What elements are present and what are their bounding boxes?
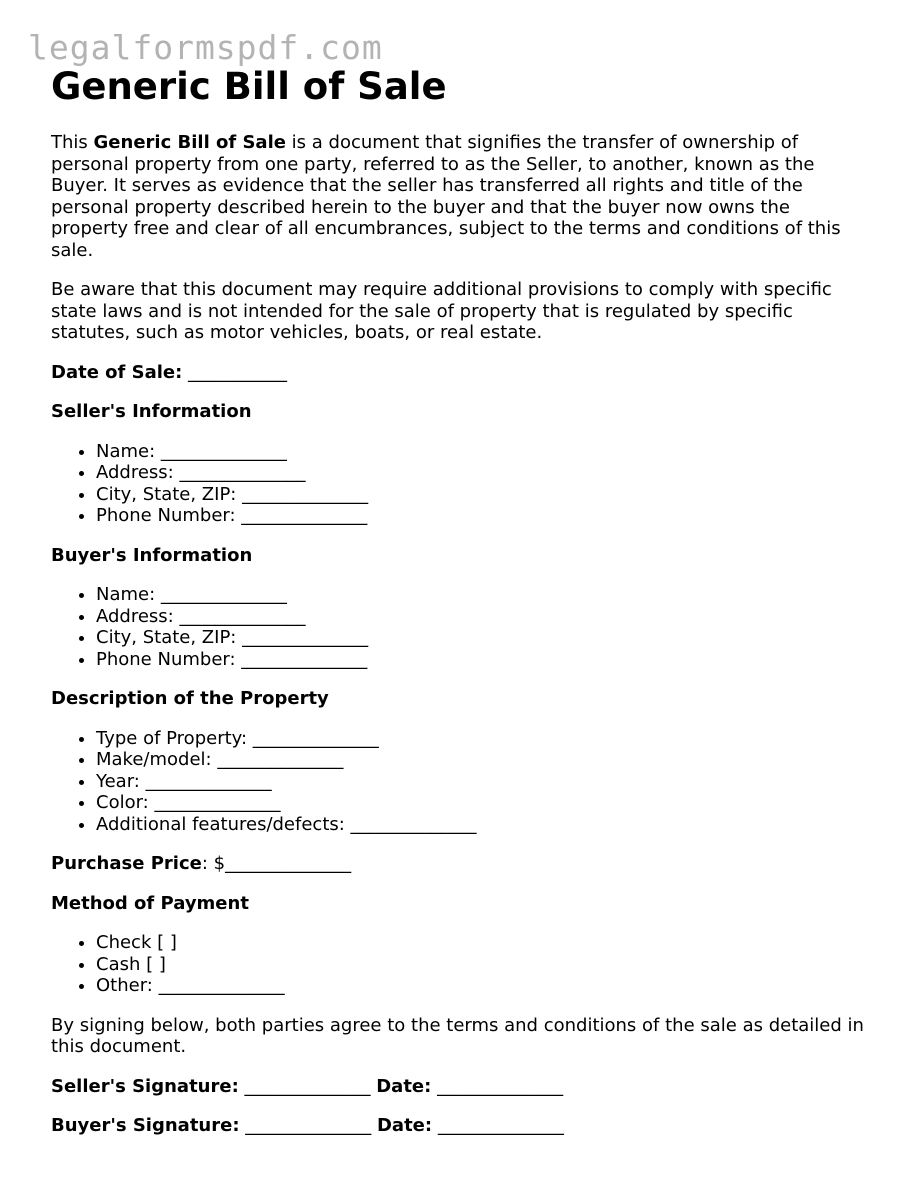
agreement-paragraph: By signing below, both parties agree to the terms and conditions of the sale as detailed in this document. bbox=[51, 1014, 864, 1057]
buyer-info-heading: Buyer's Information bbox=[51, 544, 253, 566]
list-item: • Color: ______________ bbox=[96, 792, 871, 814]
seller-signature-blank: ______________ bbox=[238, 1075, 377, 1097]
date-of-sale-blank: ___________ bbox=[182, 361, 288, 383]
notice-paragraph: Be aware that this document may require additional provisions to comply with specific state laws and is not intended for the sale of property that is regulated by specific statutes, such as motor vehicles, boats, or real estate. bbox=[51, 279, 832, 343]
intro-bold-term: Generic Bill of Sale bbox=[93, 132, 286, 153]
watermark: legalformspdf.com bbox=[28, 28, 383, 67]
list-item: • Cash [ ] bbox=[96, 954, 871, 976]
list-item: • Address: ______________ bbox=[96, 606, 871, 628]
payment-method-heading: Method of Payment bbox=[51, 892, 249, 914]
document-body bbox=[51, 64, 871, 1137]
buyer-signature-line bbox=[51, 1115, 871, 1137]
list-item: • Check [ ] bbox=[96, 932, 871, 954]
intro-rest: is a document that signifies the transfer of ownership of personal property from one party, referred to as the Seller, to another, known as the Buyer. It serves as evidence that the seller has transferred all rights and title of the personal property described herein to the buyer and that the buyer now owns the property free and clear of all encumbrances, subject to the terms and conditions of this sale. bbox=[51, 132, 841, 261]
seller-signature-line bbox=[51, 1076, 871, 1098]
payment-method-list bbox=[51, 932, 871, 997]
date-of-sale-label: Date of Sale: bbox=[51, 361, 183, 383]
buyer-date-label: Date: bbox=[376, 1115, 433, 1136]
purchase-price-label: Purchase Price bbox=[51, 853, 202, 874]
buyer-signature-label: Buyer's Signature: bbox=[51, 1115, 240, 1136]
list-item: • Make/model: ______________ bbox=[96, 749, 871, 771]
seller-date-blank: ______________ bbox=[431, 1075, 564, 1097]
seller-signature-label: Seller's Signature: bbox=[51, 1075, 239, 1097]
list-item: • Phone Number: ______________ bbox=[96, 649, 871, 671]
purchase-price-blank: : $______________ bbox=[201, 853, 352, 874]
seller-info-heading: Seller's Information bbox=[51, 401, 252, 422]
date-of-sale-field bbox=[51, 362, 871, 384]
list-item: • City, State, ZIP: ______________ bbox=[96, 484, 871, 506]
buyer-date-blank: ______________ bbox=[432, 1115, 564, 1136]
property-description-list bbox=[51, 728, 871, 836]
buyer-signature-blank: ______________ bbox=[239, 1115, 377, 1136]
page-title: Generic Bill of Sale bbox=[51, 65, 447, 108]
intro-prefix: This bbox=[51, 132, 94, 153]
seller-date-label: Date: bbox=[376, 1075, 432, 1097]
list-item: • Name: ______________ bbox=[96, 584, 871, 606]
list-item: • Other: ______________ bbox=[96, 975, 871, 997]
purchase-price-field bbox=[51, 853, 871, 875]
list-item: • Additional features/defects: ______________ bbox=[96, 814, 871, 836]
seller-info-list bbox=[51, 441, 871, 527]
list-item: • City, State, ZIP: ______________ bbox=[96, 627, 871, 649]
intro-paragraph bbox=[51, 132, 871, 261]
list-item: • Address: ______________ bbox=[96, 462, 871, 484]
list-item: • Type of Property: ______________ bbox=[96, 728, 871, 750]
property-description-heading: Description of the Property bbox=[51, 688, 329, 709]
buyer-info-list bbox=[51, 584, 871, 670]
list-item: • Name: ______________ bbox=[96, 441, 871, 463]
list-item: • Phone Number: ______________ bbox=[96, 505, 871, 527]
list-item: • Year: ______________ bbox=[96, 771, 871, 793]
